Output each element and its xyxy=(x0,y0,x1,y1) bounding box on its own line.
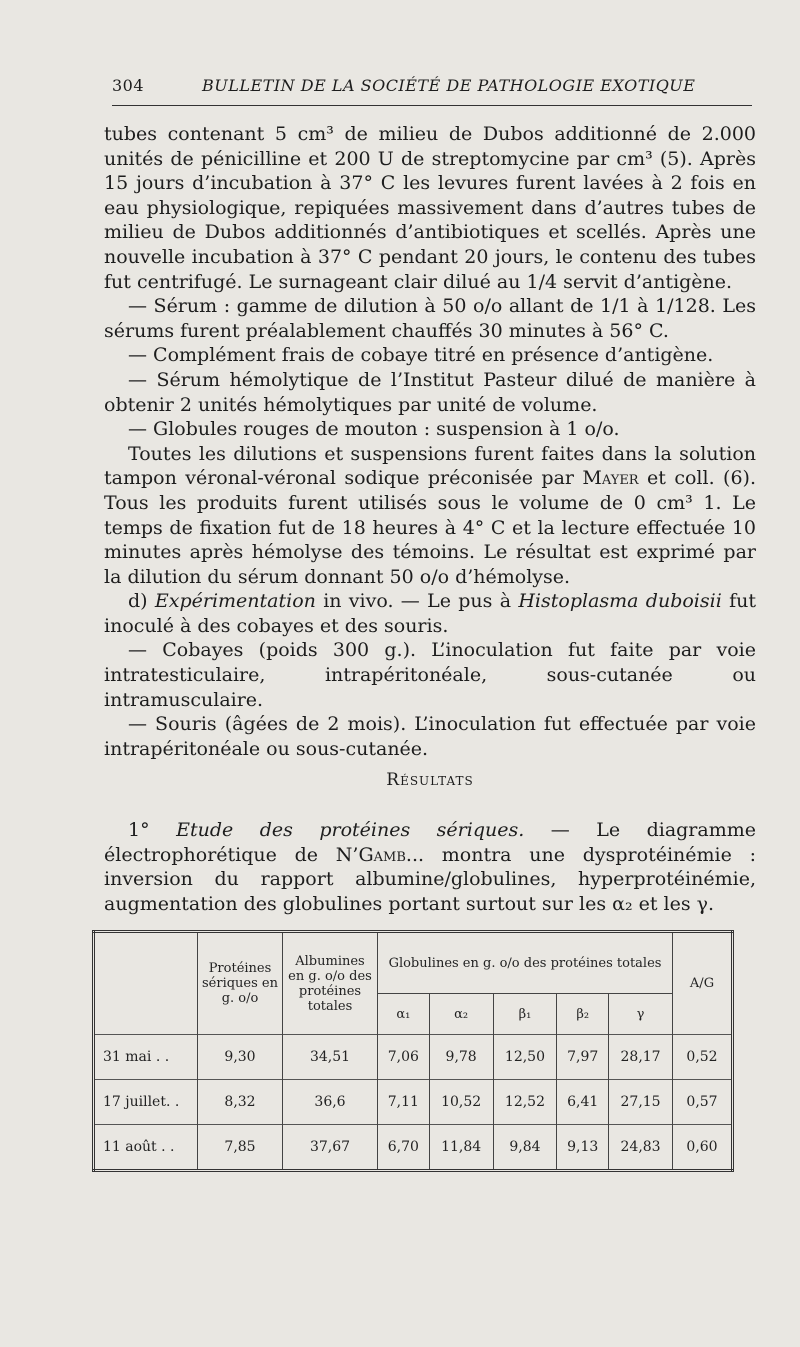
journal-title: BULLETIN DE LA SOCIÉTÉ DE PATHOLOGIE EXOTIQUE xyxy=(202,76,696,95)
cell-albumines: 37,67 xyxy=(283,1125,378,1171)
header-alpha1: α₁ xyxy=(378,994,430,1035)
header-alpha2: α₂ xyxy=(429,994,493,1035)
italic-term: Expérimentation xyxy=(154,590,316,613)
header-beta1: β₁ xyxy=(493,994,557,1035)
cell-alpha1: 7,06 xyxy=(378,1035,430,1080)
paragraph xyxy=(104,818,756,916)
cell-gamma: 28,17 xyxy=(609,1035,673,1080)
text-run: Toutes les dilutions et suspensions furent faites dans la solution tampon véronal-véronal sodique préconisée par xyxy=(104,442,756,490)
table-row xyxy=(94,1125,733,1171)
text-run: in vivo. — Le pus à xyxy=(315,590,519,613)
table-row xyxy=(94,1080,733,1125)
header-proteines: Protéines sériques en g. o/o xyxy=(198,932,283,1035)
cell-gamma: 27,15 xyxy=(609,1080,673,1125)
results-text xyxy=(104,818,756,916)
paragraph: — Sérum hémolytique de l’Institut Pasteur dilué de manière à obtenir 2 unités hémolytiques par unité de volume. xyxy=(104,368,756,416)
cell-alpha1: 6,70 xyxy=(378,1125,430,1171)
table-row xyxy=(94,1035,733,1080)
cell-beta2: 7,97 xyxy=(557,1035,609,1080)
header-albumines: Albumines en g. o/o des protéines totales xyxy=(283,932,378,1035)
cell-beta2: 6,41 xyxy=(557,1080,609,1125)
paragraph: — Souris (âgées de 2 mois). L’inoculation fut effectuée par voie intrapéritonéale ou sous-cutanée. xyxy=(104,713,756,760)
species-name: Histoplasma duboisii xyxy=(518,590,722,613)
row-date: 11 août . . xyxy=(94,1125,198,1171)
header-rule xyxy=(112,105,752,106)
cell-proteines: 8,32 xyxy=(198,1080,283,1125)
cell-albumines: 36,6 xyxy=(283,1080,378,1125)
paragraph: — Globules rouges de mouton : suspension à 1 o/o. xyxy=(128,418,620,441)
row-date: 17 juillet. . xyxy=(94,1080,198,1125)
paragraph xyxy=(104,442,756,590)
cell-ag: 0,57 xyxy=(673,1080,733,1125)
text-run: d) xyxy=(128,590,155,613)
cell-proteines: 9,30 xyxy=(198,1035,283,1080)
header-gamma: γ xyxy=(609,994,673,1035)
page-number: 304 xyxy=(112,76,145,95)
paragraph: — Cobayes (poids 300 g.). L’inoculation fut faite par voie intratesticulaire, intrapéritonéale, sous-cutanée ou intramusculaire. xyxy=(104,639,756,711)
empty-header-cell xyxy=(94,932,198,1035)
text-run: ... montra une dysprotéinémie : inversion du rapport albumine/globulines, hyperprotéinémie, augmentation des globulines portant surtout sur les α₂ et les γ. xyxy=(104,843,756,915)
cell-ag: 0,52 xyxy=(673,1035,733,1080)
cell-beta1: 9,84 xyxy=(493,1125,557,1171)
cell-alpha1: 7,11 xyxy=(378,1080,430,1125)
text-run: et coll. (6). Tous les produits furent utilisés sous le volume de 0 cm³ 1. Le temps de fixation fut de 18 heures à 4° C et la lecture effectuée 10 minutes après hémolyse des témoins. Le résultat est exprimé par la dilution du sérum donnant 50 o/o d’hémolyse. xyxy=(104,467,756,588)
cell-gamma: 24,83 xyxy=(609,1125,673,1171)
paragraph: tubes contenant 5 cm³ de milieu de Dubos additionné de 2.000 unités de pénicilline et 200 U de streptomycine par cm³ (5). Après 15 jours d’incubation à 37° C les levures furent lavées à 2 fois en eau physiologique, repiquées massivement dans d’autres tubes de milieu de Dubos additionnés d’antibiotiques et scellés. Après une nouvelle incubation à 37° C pendant 20 jours, le contenu des tubes fut centrifugé. Le surnageant clair dilué au 1/4 servit d’antigène. xyxy=(104,123,756,293)
cell-beta1: 12,50 xyxy=(493,1035,557,1080)
text-run: 1° xyxy=(128,819,177,841)
paragraph: — Sérum : gamme de dilution à 50 o/o allant de 1/1 à 1/128. Les sérums furent préalablement chauffés 30 minutes à 56° C. xyxy=(104,295,756,342)
protein-table xyxy=(92,930,734,1172)
row-date: 31 mai . . xyxy=(94,1035,198,1080)
cell-proteines: 7,85 xyxy=(198,1125,283,1171)
header-globulines: Globulines en g. o/o des protéines totales xyxy=(378,932,673,994)
cell-alpha2: 10,52 xyxy=(429,1080,493,1125)
section-heading: Résultats xyxy=(386,770,474,790)
paragraph: — Complément frais de cobaye titré en présence d’antigène. xyxy=(128,344,714,367)
cell-beta2: 9,13 xyxy=(557,1125,609,1171)
header-beta2: β₂ xyxy=(557,994,609,1035)
cell-albumines: 34,51 xyxy=(283,1035,378,1080)
patient-name: Gamb xyxy=(358,843,406,866)
header-ag: A/G xyxy=(689,976,715,991)
text-run: — Le diagramme électrophorétique de N’ xyxy=(104,819,756,866)
author-name: Mayer xyxy=(582,467,639,490)
paragraph xyxy=(104,589,756,638)
text-run: fut inoculé à des cobayes et des souris. xyxy=(104,590,756,637)
cell-ag: 0,60 xyxy=(673,1125,733,1171)
cell-beta1: 12,52 xyxy=(493,1080,557,1125)
table-header-row xyxy=(94,932,733,994)
cell-alpha2: 11,84 xyxy=(429,1125,493,1171)
subsection-title: Etude des protéines sériques. xyxy=(176,819,525,841)
cell-alpha2: 9,78 xyxy=(429,1035,493,1080)
methods-text xyxy=(104,122,756,761)
